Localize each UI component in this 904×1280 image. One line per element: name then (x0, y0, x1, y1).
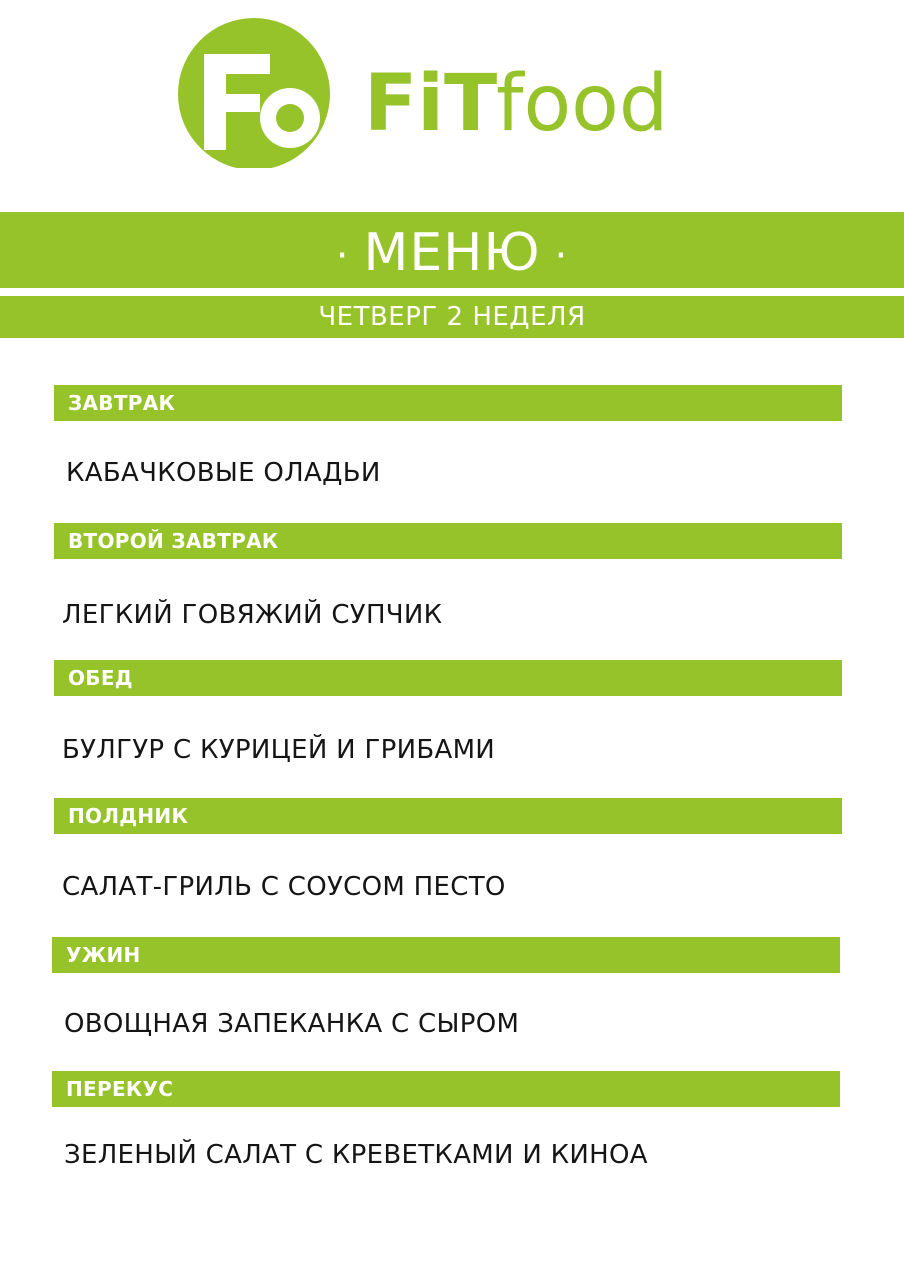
logo-graphic (178, 18, 678, 168)
meal-bar-snack (52, 1071, 840, 1107)
meal-name: ОБЕД (68, 666, 133, 690)
meal-bar-afternoon-snack (54, 798, 842, 834)
dish-dinner: ОВОЩНАЯ ЗАПЕКАНКА С СЫРОМ (64, 1009, 520, 1039)
dish-snack: ЗЕЛЕНЫЙ САЛАТ С КРЕВЕТКАМИ И КИНОА (64, 1140, 648, 1170)
menu-title (322, 221, 582, 283)
logo-mark-text: Fo (178, 18, 180, 19)
meal-name: ВТОРОЙ ЗАВТРАК (68, 529, 279, 553)
dish-breakfast: КАБАЧКОВЫЕ ОЛАДЬИ (66, 458, 381, 488)
meal-bar-lunch (54, 660, 842, 696)
meal-bar-breakfast (54, 385, 842, 421)
dish-lunch: БУЛГУР С КУРИЦЕЙ И ГРИБАМИ (62, 735, 496, 765)
fitfood-logo (178, 18, 678, 168)
dish-second-breakfast: ЛЕГКИЙ ГОВЯЖИЙ СУПЧИК (62, 600, 443, 630)
meal-name: УЖИН (66, 943, 141, 967)
dish-afternoon-snack: САЛАТ-ГРИЛЬ С СОУСОМ ПЕСТО (62, 872, 506, 902)
meal-name: ПЕРЕКУС (66, 1077, 174, 1101)
menu-header-band (0, 212, 904, 288)
title-dot-right: · (554, 233, 569, 279)
brand-name-fit: FiT (364, 59, 498, 149)
meal-name: ЗАВТРАК (68, 391, 176, 415)
meal-name: ПОЛДНИК (68, 804, 189, 828)
brand-name-food: food (496, 59, 669, 149)
title-dot-left: · (335, 233, 350, 279)
logo-circle-icon (178, 18, 330, 168)
meal-bar-dinner (52, 937, 840, 973)
day-title: ЧЕТВЕРГ 2 НЕДЕЛЯ (318, 302, 586, 332)
menu-title-text: МЕНЮ (363, 223, 541, 283)
day-header-band (0, 296, 904, 338)
meal-bar-second-breakfast (54, 523, 842, 559)
